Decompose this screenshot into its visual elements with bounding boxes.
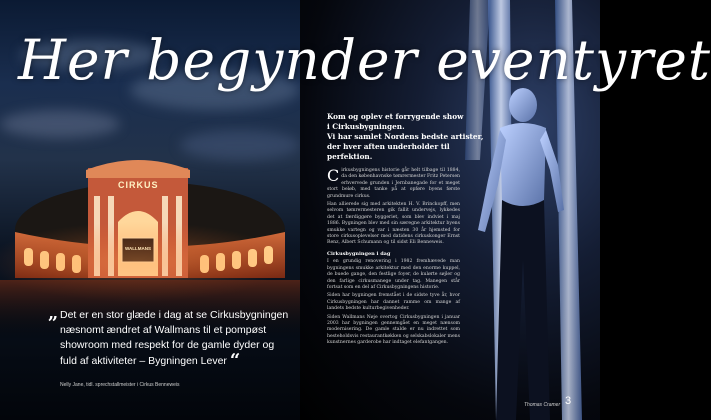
body-paragraph: Cirkusbygningens historie går helt tilbage til 1884, da den københavnske tømrermester Fritz Petersen erhvervede grunden i Jernbanegade for et meget stort beløb, med tanke på at opføre byens første grundmure cirkus. bbox=[327, 166, 460, 199]
photo-credit: Thomas Cramer bbox=[524, 402, 561, 408]
page-number: 3 bbox=[565, 395, 572, 407]
article-body bbox=[327, 168, 460, 349]
article-subheading: Cirkusbygningen i dag bbox=[327, 250, 391, 257]
headline: Her begynder eventyret bbox=[18, 28, 711, 92]
body-paragraph: I en grundig renovering i 1982 fremhævede man bygningens smukke arkitektur med den enorme kuppel, de buede gange, den festlige foyer, de kulørte søjler og den farlige cirkusmanege under tag. Manegen står fortsat som en del af Cirkusbygningens historie. bbox=[327, 259, 460, 290]
facade-arch bbox=[86, 160, 190, 178]
body-paragraph: Siden Wallmans Nøje overtog Cirkusbygningen i januar 2003 har bygningen gennemgået en meget nænsom modernisering. De gamle stalde er nu indrettet som hesteholdsvis restaurantkøkken og selskabslokaler mens kunstnernes garderobe har indtaget elefantgangen. bbox=[327, 314, 460, 346]
body-paragraph: Han allierede sig med arkitekten H. V. Brinckopff, men selvom tømrermesteren gik fallit undervejs, lykkedes det at færdiggøre byggeriet, som blev indviet i maj 1886. Bygningen blev med sin særegne arkitektur byens smukke vartegn og var i næsten 30 år hjemsted for store cirkusoplevelser med datidens cirkuskonger Ernst Renz, Albert Schumann og til sidst Eli Benneweis. bbox=[327, 202, 460, 246]
intro-lead bbox=[327, 112, 485, 162]
intro-line: Kom og oplev et forrygende show bbox=[327, 112, 464, 121]
quote-attribution: Nelly Jane, tidl. sprechstallmeister i Cirkus Benneweis bbox=[60, 382, 180, 388]
intro-line: der hver aften underholder til perfektion. bbox=[327, 142, 450, 161]
quote-close-mark: “ bbox=[229, 350, 241, 371]
performer-torso bbox=[500, 123, 546, 208]
cirkus-sign: CIRKUS bbox=[118, 180, 159, 190]
intro-line: Vi har samlet Nordens bedste artister, bbox=[327, 132, 484, 141]
performer-pants bbox=[496, 200, 550, 420]
intro-line: i Cirkusbygningen. bbox=[327, 122, 405, 131]
dropcap: C bbox=[327, 166, 340, 185]
pull-quote-text: Det er en stor glæde i dag at se Cirkusbygningen næsnomt ændret af Wallmans til et pompøst showroom med respekt for de gamle dyder og fuld af aktiviteter – Bygningen Lever bbox=[60, 309, 289, 367]
quote-open-mark: „ bbox=[48, 303, 59, 324]
pull-quote bbox=[48, 303, 290, 371]
body-paragraph: Siden har bygningen fremstået i de sidste tyve år, hvor Cirkusbygningen har dannet ramme om mange af landets bedste kulturbegivenheder. bbox=[327, 293, 460, 312]
wallmans-marquee-text: WALLMANS bbox=[125, 246, 151, 251]
